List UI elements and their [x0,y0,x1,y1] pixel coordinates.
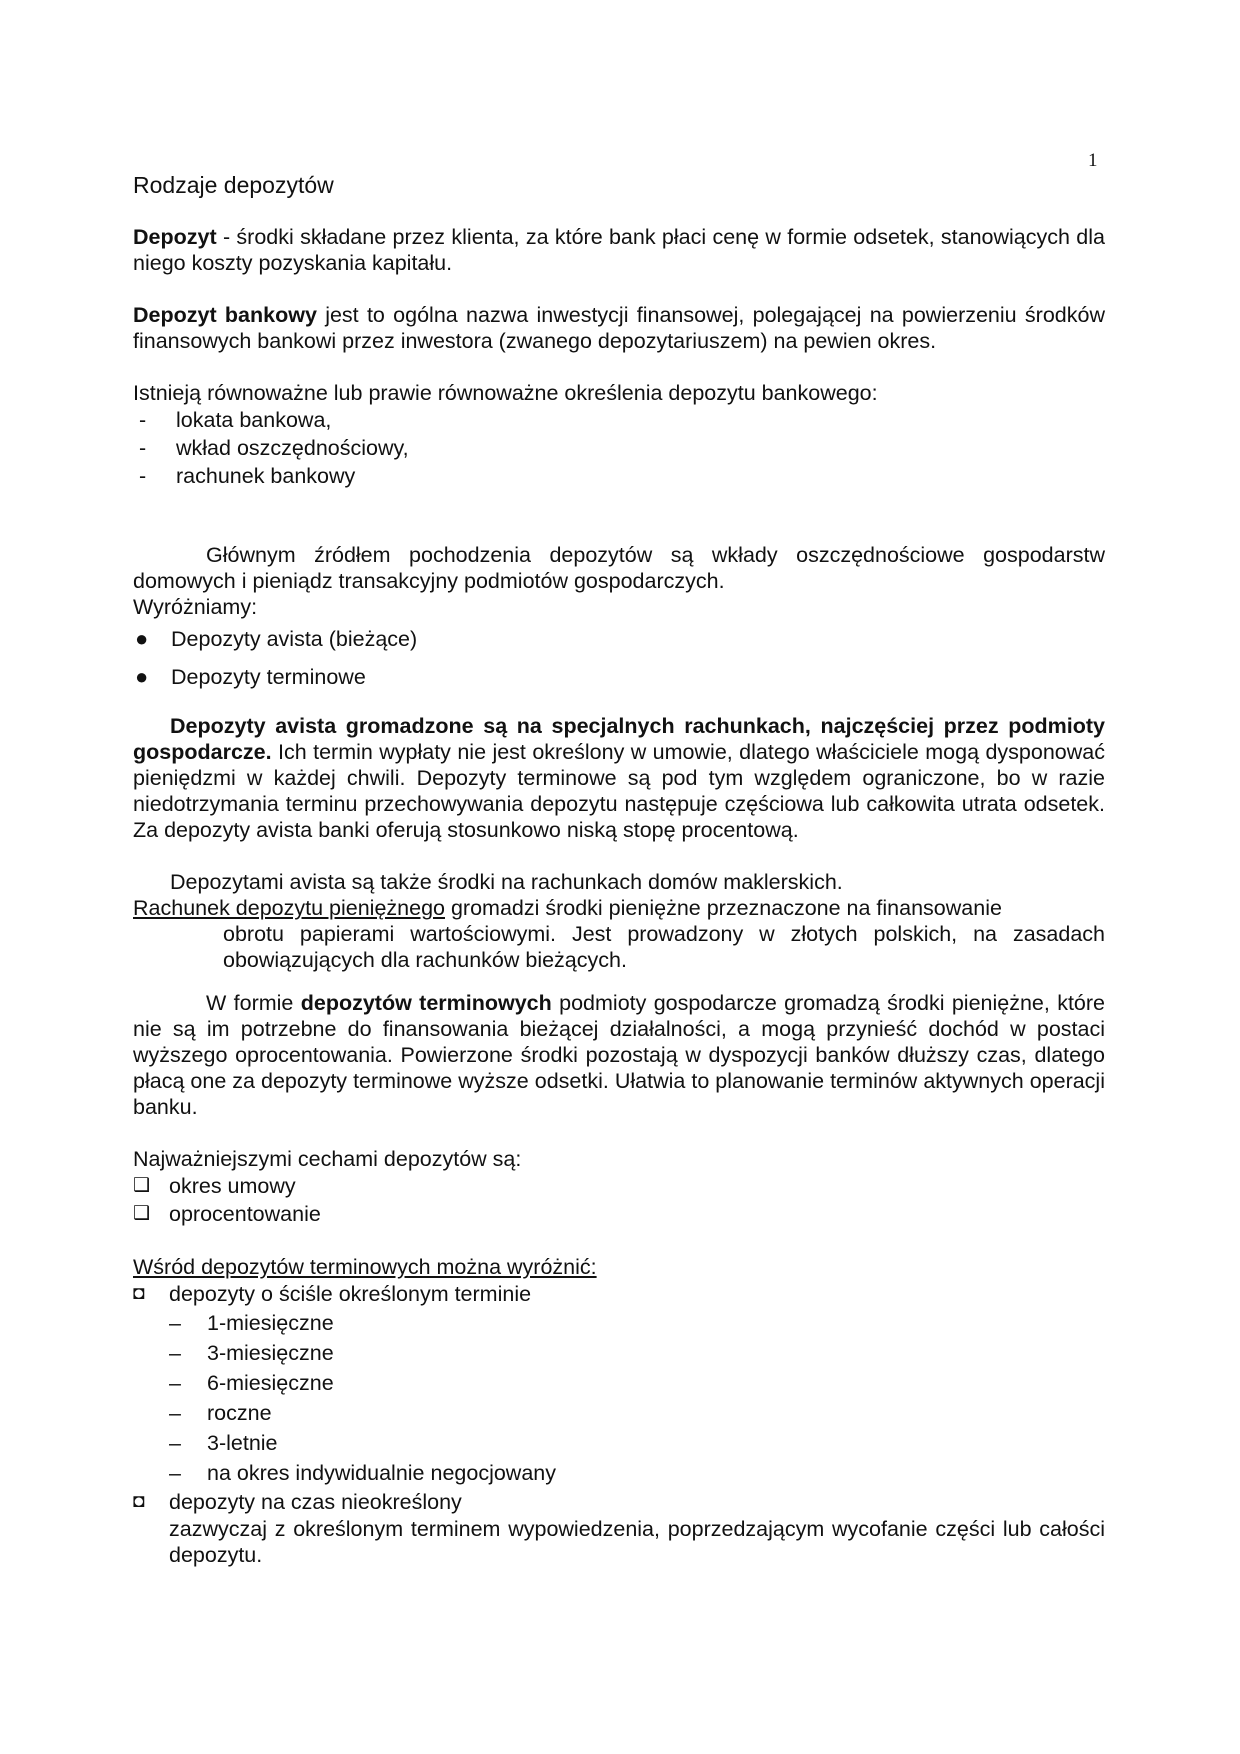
list-item: - rachunek bankowy [139,464,356,488]
indefinite-term-description: zazwyczaj z określonym terminem wypowiedzenia, poprzedzającym wycofanie części lub całości depozytu. [169,1517,1105,1567]
list-item: – roczne [169,1401,272,1425]
list-item: ● Depozyty terminowe [135,664,366,689]
sources-paragraph: Głównym źródłem pochodzenia depozytów są wkłady oszczędnościowe gospodarstw domowych i pieniądz transakcyjny podmiotów gospodarczych. [133,543,1105,593]
list-item: - wkład oszczędnościowy, [139,436,409,460]
list-item: ❑ oprocentowanie [133,1202,321,1226]
term-deposits-paragraph: W formie depozytów terminowych podmioty gospodarcze gromadzą środki pieniężne, które nie są im potrzebne do finansowania bieżącej działalności, a mogą przynieść dochód w postaci wyższego oprocentowania. Powierzone środki pozostają w dyspozycji banków dłuższy czas, dlatego płacą one za depozyty terminowe wyższe odsetki. Ułatwia to planowanie terminów aktywnych operacji banku. [133,991,1105,1119]
avista-paragraph: Depozyty avista gromadzone są na specjalnych rachunkach, najczęściej przez podmioty gospodarcze. Ich termin wypłaty nie jest określony w umowie, dlatego właściciele mogą dysponować pieniędzmi w każdej chwili. Depozyty terminowe są pod tym względem ograniczone, bo w razie niedotrzymania terminu przechowywania depozytu następuje częściowa lub całkowita utrata odsetek. Za depozyty avista banki oferują stosunkowo niską stopę procentową. [133,714,1105,842]
document-body [133,172,1105,1568]
cash-account-paragraph: Rachunek depozytu pieniężnego gromadzi środki pieniężne przeznaczone na finansowanie [133,896,1002,920]
brokerage-paragraph: Depozytami avista są także środki na rachunkach domów maklerskich. [170,870,843,894]
term-types-heading: Wśród depozytów terminowych można wyróżnić: [133,1255,597,1279]
list-item: – na okres indywidualnie negocjowany [169,1461,556,1485]
cash-account-continuation: obrotu papierami wartościowymi. Jest prowadzony w złotych polskich, na zasadach obowiązujących dla rachunków bieżących. [223,922,1105,972]
term-durations-list [133,1308,1105,1488]
features-intro: Najważniejszymi cechami depozytów są: [133,1147,522,1171]
features-list [133,1172,1105,1228]
list-item: ◘ depozyty na czas nieokreślony [133,1490,462,1514]
list-item: ❑ okres umowy [133,1174,296,1198]
document-title: Rodzaje depozytów [133,172,334,198]
synonyms-intro: Istnieją równoważne lub prawie równoważne określenia depozytu bankowego: [133,381,878,405]
list-item: ◘ depozyty o ściśle określonym terminie [133,1282,532,1306]
definition-depozyt-bankowy: Depozyt bankowy jest to ogólna nazwa inwestycji finansowej, polegającej na powierzeniu środków finansowych bankowi przez inwestora (zwanego depozytariuszem) na pewien okres. [133,303,1105,353]
page-number: 1 [1088,150,1098,171]
list-item: ● Depozyty avista (bieżące) [135,626,418,651]
list-item: – 3-miesięczne [169,1341,334,1365]
list-item: – 3-letnie [169,1431,278,1455]
types-list [133,620,1105,696]
list-item: – 6-miesięczne [169,1371,334,1395]
definition-depozyt: Depozyt - środki składane przez klienta, za które bank płaci cenę w formie odsetek, stanowiących dla niego koszty pozyskania kapitału. [133,225,1105,275]
list-item: – 1-miesięczne [169,1311,334,1335]
list-item: - lokata bankowa, [139,408,332,432]
synonyms-list [133,406,1105,490]
types-intro: Wyróżniamy: [133,595,258,619]
